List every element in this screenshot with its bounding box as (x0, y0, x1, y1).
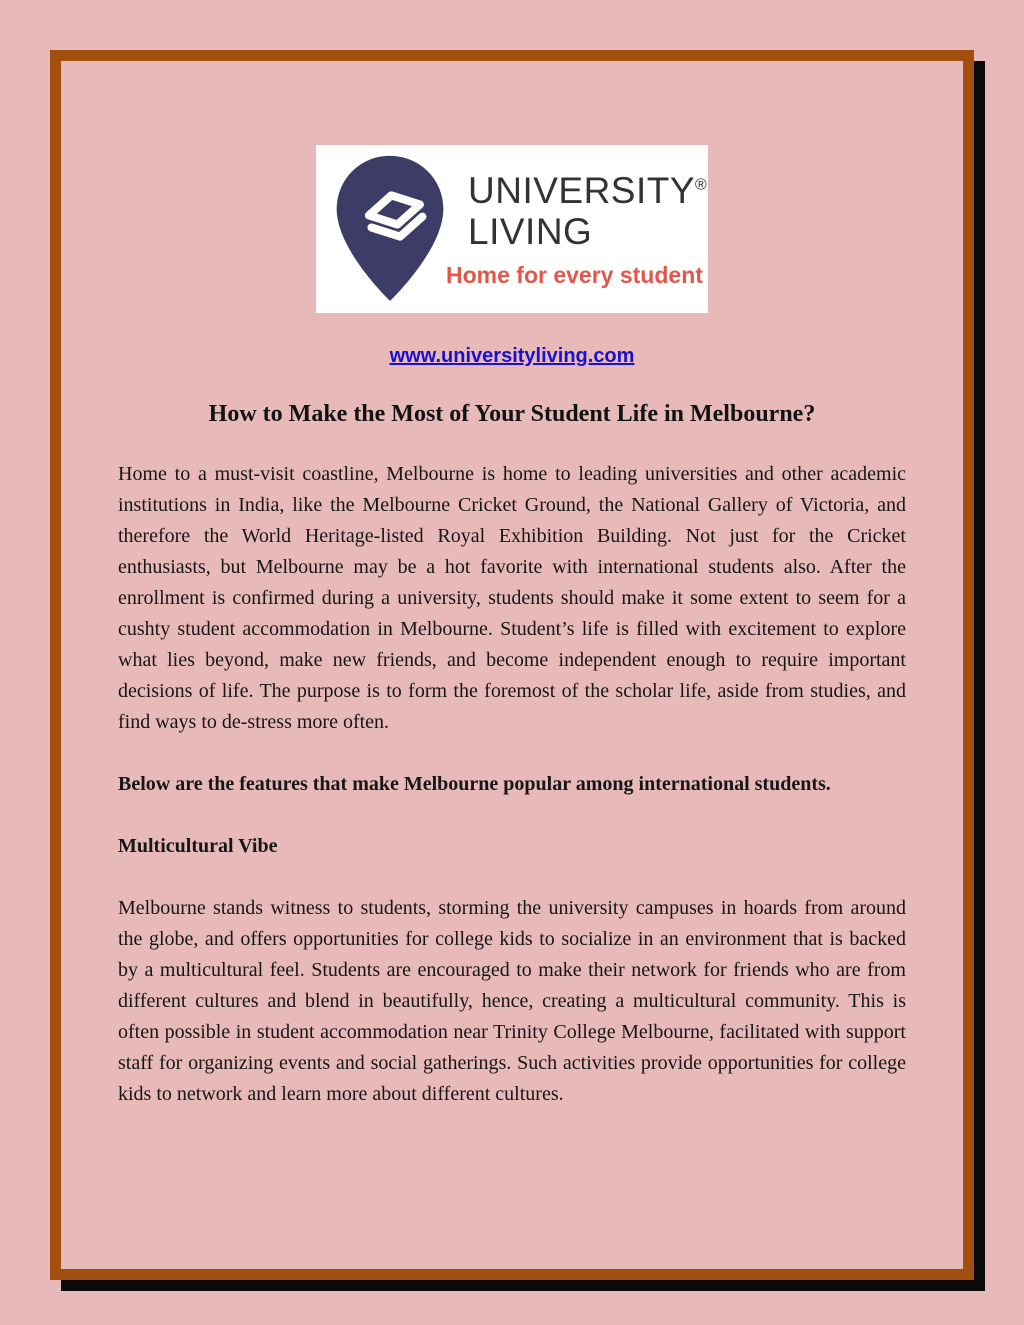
website-link-row (61, 345, 963, 368)
logo-brand-line1 (468, 170, 707, 211)
logo-brand-word-living: LIVING (468, 210, 593, 252)
logo-text-block (446, 169, 708, 289)
article-title: How to Make the Most of Your Student Life in Melbourne? (208, 401, 816, 427)
article-body (118, 459, 906, 1110)
features-lead-paragraph: Below are the features that make Melbourne popular among international students. (118, 773, 831, 795)
section-heading-multicultural-vibe: Multicultural Vibe (118, 835, 278, 857)
page-frame (50, 50, 974, 1280)
logo-brand-word-university: UNIVERSITY (468, 169, 696, 211)
logo-brand-line2 (468, 211, 707, 252)
website-link[interactable]: www.universityliving.com (389, 345, 635, 367)
university-living-logo (316, 145, 708, 313)
location-pin-icon (328, 153, 452, 305)
intro-paragraph: Home to a must-visit coastline, Melbourne is home to leading universities and other academic institutions in India, like the Melbourne Cricket Ground, the National Gallery of Victoria, and therefore the World Heritage-listed Royal Exhibition Building. Not just for the Cricket enthusiasts, but Melbourne may be a hot favorite with international students also. After the enrollment is confirmed during a university, students should make it some extent to seem for a cushty student accommodation in Melbourne. Student’s life is filled with excitement to explore what lies beyond, make new friends, and become independent enough to require important decisions of life. The purpose is to form the foremost of the scholar life, aside from studies, and find ways to de-stress more often. (118, 463, 906, 733)
logo-tagline: Home for every student (446, 261, 703, 288)
registered-trademark-mark: ® (695, 176, 708, 194)
multicultural-vibe-paragraph: Melbourne stands witness to students, storming the university campuses in hoards from around the globe, and offers opportunities for college kids to socialize in an environment that is backed by a multicultural feel. Students are encouraged to make their network for friends who are from different cultures and blend in beautifully, hence, creating a multicultural community. This is often possible in student accommodation near Trinity College Melbourne, facilitated with support staff for organizing events and social gatherings. Such activities provide opportunities for college kids to network and learn more about different cultures. (118, 897, 906, 1105)
